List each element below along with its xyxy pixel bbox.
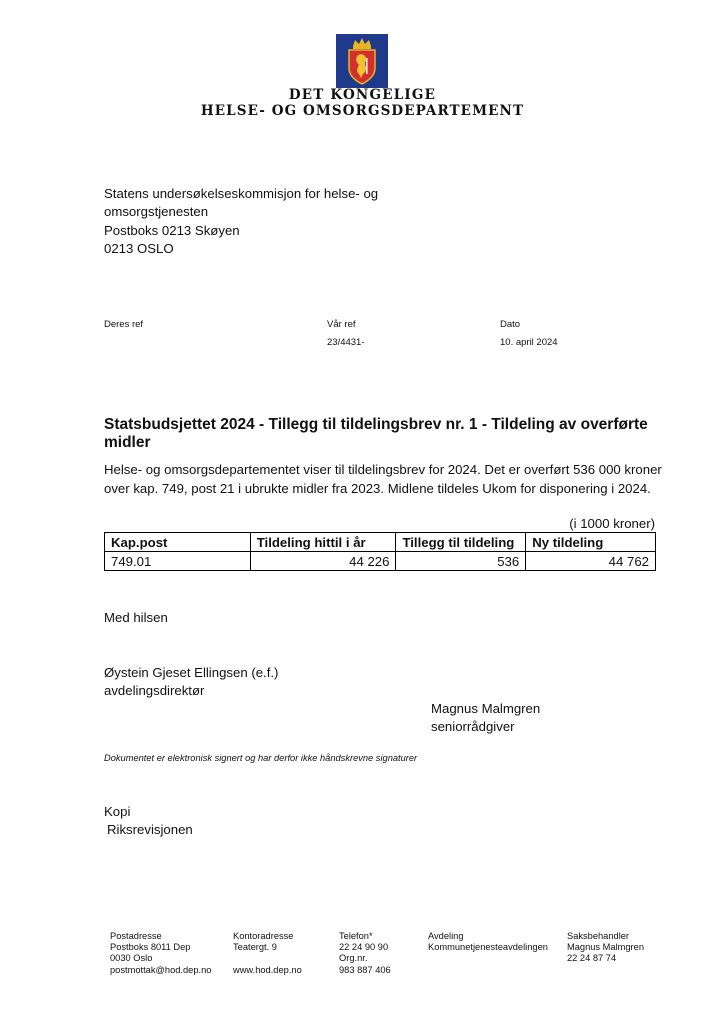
cell-tillegg: 536: [396, 552, 526, 571]
signer2-title: seniorrådgiver: [431, 719, 515, 734]
footer-heading: Kontoradresse: [233, 931, 294, 941]
column-header-tillegg: Tillegg til tildeling: [396, 533, 526, 552]
deres-ref-label: Deres ref: [104, 319, 144, 330]
column-header-kap-post: Kap.post: [105, 533, 251, 552]
footer-avdeling: [428, 931, 548, 953]
footer-line: Org.nr.: [339, 953, 368, 964]
letter-body: Helse- og omsorgsdepartementet viser til tildelingsbrev for 2024. Det er overført 536 000 kroner over kap. 749, post 21 i ubrukte midler fra 2023. Midlene tildeles Ukom for disponering i 2024.: [104, 462, 662, 496]
footer-line: Postboks 8011 Dep: [110, 942, 191, 953]
copy-recipient: Riksrevisjonen: [107, 822, 193, 837]
footer-heading: Telefon*: [339, 931, 373, 941]
dato-value: 10. april 2024: [500, 337, 558, 348]
unit-note: (i 1000 kroner): [569, 516, 655, 531]
footer-line: [233, 953, 302, 964]
footer-heading: Saksbehandler: [567, 931, 630, 941]
table-header-row: [105, 533, 656, 552]
signature-note: Dokumentet er elektronisk signert og har derfor ikke håndskrevne signaturer: [104, 753, 418, 763]
dato-label: Dato: [500, 319, 521, 330]
department-name-line1: DET KONGELIGE: [288, 87, 437, 103]
department-name-line2: HELSE- OG OMSORGSDEPARTEMENT: [200, 103, 525, 119]
signer1-title: avdelingsdirektør: [104, 683, 205, 698]
column-header-ny-tildeling: Ny tildeling: [526, 533, 656, 552]
footer-telefon: [339, 931, 391, 976]
footer-line: Magnus Malmgren: [567, 942, 644, 953]
recipient-line: Postboks 0213 Skøyen: [104, 222, 240, 238]
footer-website-link[interactable]: www.hod.dep.no: [233, 964, 302, 975]
cell-ny-tildeling: 44 762: [526, 552, 656, 571]
allocation-table: [104, 532, 656, 571]
footer-line: 22 24 90 90: [339, 942, 389, 953]
footer-line: Kommunetjenesteavdelingen: [428, 942, 548, 953]
greeting: Med hilsen: [104, 610, 168, 625]
footer-email-link[interactable]: postmottak@hod.dep.no: [110, 964, 212, 975]
recipient-line: Statens undersøkelseskommisjon for helse- og: [104, 186, 379, 201]
copy-label: Kopi: [104, 804, 131, 819]
footer-kontoradresse: [233, 931, 302, 976]
footer-heading: Postadresse: [110, 931, 162, 941]
var-ref-label: Vår ref: [327, 319, 356, 330]
cell-tildeling-hittil: 44 226: [250, 552, 396, 571]
signer2-name: Magnus Malmgren: [431, 701, 541, 716]
letter-title: Statsbudsjettet 2024 - Tillegg til tildelingsbrev nr. 1 - Tildeling av overførte midler: [104, 416, 648, 451]
recipient-address: [104, 185, 378, 258]
norwegian-coat-of-arms-icon: [336, 34, 388, 88]
footer-heading: Avdeling: [428, 931, 464, 941]
footer-saksbehandler: [567, 931, 644, 965]
recipient-line: 0213 OSLO: [104, 240, 174, 256]
footer-line: 22 24 87 74: [567, 953, 617, 964]
column-header-tildeling-hittil: Tildeling hittil i år: [250, 533, 396, 552]
footer-line: Teatergt. 9: [233, 942, 277, 953]
footer-line: 0030 Oslo: [110, 953, 153, 964]
table-row: [105, 552, 656, 571]
footer-postadresse: [110, 931, 211, 976]
var-ref-value: 23/4431-: [327, 337, 365, 348]
signer1-name: Øystein Gjeset Ellingsen (e.f.): [104, 665, 279, 680]
footer-line: 983 887 406: [339, 964, 391, 975]
cell-kap-post: 749.01: [105, 552, 251, 571]
recipient-line: omsorgstjenesten: [104, 204, 209, 220]
